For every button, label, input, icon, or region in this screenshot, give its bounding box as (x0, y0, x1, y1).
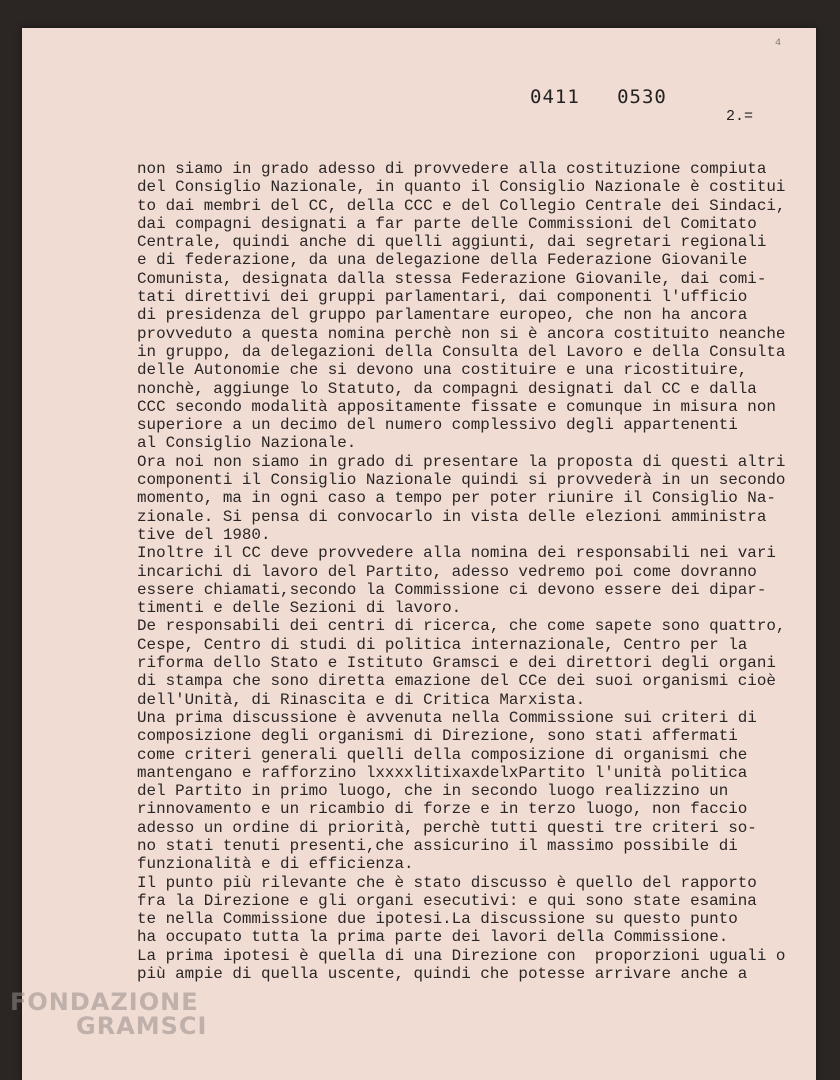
text-line: provveduto a questa nomina perchè non si è ancora costituito neanche (137, 324, 786, 343)
text-line: no stati tenuti presenti,che assicurino il massimo possibile di (137, 836, 738, 855)
text-line: non siamo in grado adesso di provvedere alla costituzione compiuta (137, 160, 767, 178)
text-line: superiore a un decimo del numero complessivo degli appartenenti (137, 416, 738, 435)
text-line: CCC secondo modalità appositamente fissate e comunque in misura non (137, 397, 776, 416)
text-line: Il punto più rilevante che è stato discusso è quello del rapporto (137, 873, 757, 892)
text-line: te nella Commissione due ipotesi.La discussione su questo punto (137, 910, 738, 929)
text-line: Una prima discussione è avvenuta nella Commissione sui criteri di (137, 708, 757, 727)
watermark-line-2: GRAMSCI (76, 1012, 208, 1040)
text-line: dai compagni designati a far parte delle Commissioni del Comitato (137, 214, 757, 233)
watermark-line-1: FONDAZIONE (10, 988, 199, 1016)
text-line: composizione degli organismi di Direzione, sono stati affermati (137, 727, 738, 746)
text-line: Inoltre il CC deve provvedere alla nomina dei responsabili nei vari (137, 544, 776, 563)
text-line: del Consiglio Nazionale, in quanto il Consiglio Nazionale è costitui (137, 178, 786, 197)
text-line: di stampa che sono diretta emazione del CCe dei suoi organismi cioè (137, 672, 776, 691)
text-line: al Consiglio Nazionale. (137, 434, 357, 453)
text-line: del Partito in primo luogo, che in secondo luogo realizzino un (137, 782, 729, 801)
text-line: fra la Direzione e gli organi esecutivi: e qui sono state esamina (137, 891, 757, 910)
text-line: Cespe, Centro di studi di politica internazionale, Centro per la (137, 635, 748, 654)
document-number: 0411 0530 (530, 86, 667, 108)
text-line: adesso un ordine di priorità, perchè tutti questi tre criteri so- (137, 818, 757, 837)
text-line: timenti e delle Sezioni di lavoro. (137, 599, 462, 618)
text-line: ha occupato tutta la prima parte dei lavori della Commissione. (137, 928, 729, 947)
text-line: di presidenza del gruppo parlamentare europeo, che non ha ancora (137, 306, 748, 325)
text-line: La prima ipotesi è quella di una Direzione con proporzioni uguali o (137, 946, 786, 965)
text-line: incarichi di lavoro del Partito, adesso vedremo poi come dovranno (137, 562, 757, 581)
text-line: dell'Unità, di Rinascita e di Critica Marxista. (137, 690, 586, 709)
text-line: e di federazione, da una delegazione della Federazione Giovanile (137, 251, 748, 270)
typewritten-body-text (137, 160, 785, 983)
text-line: zionale. Si pensa di convocarlo in vista delle elezioni amministra (137, 507, 767, 526)
corner-mark: 4 (775, 38, 782, 49)
text-line: Ora noi non siamo in grado di presentare la proposta di questi altri (137, 452, 786, 471)
text-line: tati direttivi dei gruppi parlamentari, dai componenti l'ufficio (137, 288, 748, 307)
text-line: nonchè, aggiunge lo Statuto, da compagni designati dal CC e dalla (137, 379, 757, 398)
text-line: rinnovamento e un ricambio di forze e in terzo luogo, non faccio (137, 800, 748, 819)
watermark-logo (10, 990, 207, 1038)
text-line: essere chiamati,secondo la Commissione ci devono essere dei dipar- (137, 580, 767, 599)
text-line: come criteri generali quelli della composizione di organismi che (137, 745, 748, 764)
text-line: più ampie di quella uscente, quindi che potesse arrivare anche a (137, 965, 748, 984)
text-line: componenti il Consiglio Nazionale quindi si provvederà in un secondo (137, 471, 786, 490)
text-line: momento, ma in ogni caso a tempo per poter riunire il Consiglio Na- (137, 489, 776, 508)
page-number: 2.= (726, 108, 754, 125)
text-line: delle Autonomie che si devono una costituire e una ricostituire, (137, 361, 748, 380)
text-line: to dai membri del CC, della CCC e del Collegio Centrale dei Sindaci, (137, 196, 786, 215)
text-line: funzionalità e di efficienza. (137, 855, 414, 874)
text-line: tive del 1980. (137, 525, 271, 544)
text-line: Centrale, quindi anche di quelli aggiunti, dai segretari regionali (137, 233, 767, 252)
text-line: De responsabili dei centri di ricerca, che come sapete sono quattro, (137, 617, 786, 636)
text-line: in gruppo, da delegazioni della Consulta del Lavoro e della Consulta (137, 342, 786, 361)
text-line: riforma dello Stato e Istituto Gramsci e dei direttori degli organi (137, 654, 776, 673)
text-line: Comunista, designata dalla stessa Federazione Giovanile, dai comi- (137, 269, 767, 288)
text-line: mantengano e rafforzino lxxxxlitixaxdelxPartito l'unità politica (137, 763, 748, 782)
